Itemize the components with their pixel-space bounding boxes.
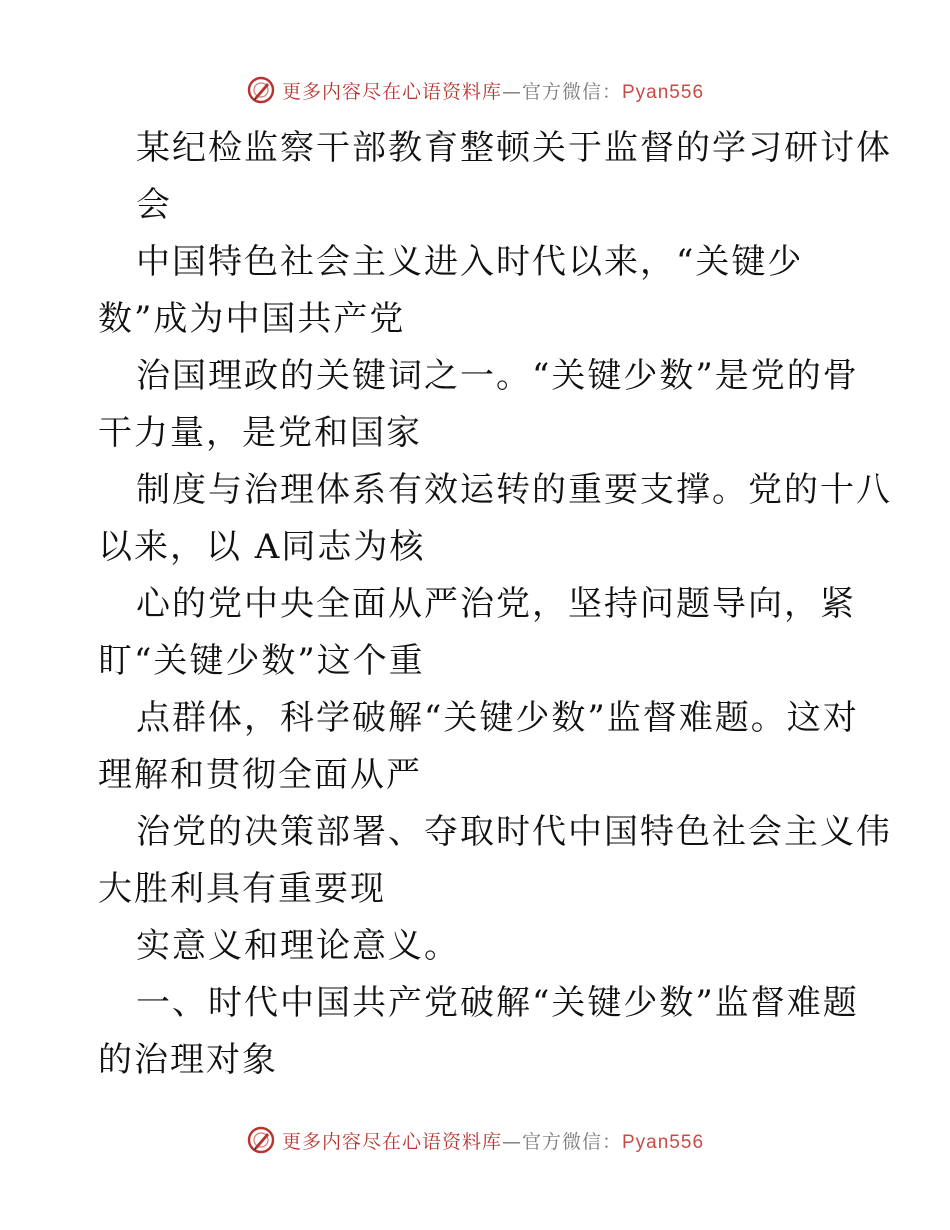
- paragraph-line: 以来，以 A同志为核: [98, 527, 426, 567]
- paragraph-line: 制度与治理体系有效运转的重要支撑。党的十八: [136, 470, 892, 510]
- pen-logo-icon: [246, 75, 276, 105]
- paragraph-line: 中国特色社会主义进入时代以来，“关键少: [136, 242, 804, 282]
- footer-watermark: [0, 1120, 950, 1160]
- watermark-text: [282, 77, 704, 104]
- pen-logo-icon: [246, 1125, 276, 1155]
- paragraph-line: 实意义和理论意义。: [136, 926, 460, 966]
- watermark-separator: —: [501, 80, 522, 103]
- paragraph-line: 理解和贯彻全面从严: [98, 755, 422, 795]
- paragraph-line: 的治理对象: [98, 1040, 278, 1080]
- paragraph-line: 盯“关键少数”这个重: [98, 641, 425, 681]
- paragraph-line: 心的党中央全面从严治党，坚持问题导向，紧: [136, 584, 856, 624]
- paragraph-line: 大胜利具有重要现: [98, 869, 386, 909]
- header-watermark: [0, 70, 950, 110]
- paragraph-line: 一、时代中国共产党破解“关键少数”监督难题: [136, 983, 859, 1023]
- document-body: [98, 120, 892, 1089]
- watermark-id: Pyan556: [622, 1131, 705, 1153]
- paragraph-line: 会: [136, 185, 172, 225]
- paragraph-line: 干力量，是党和国家: [98, 413, 422, 453]
- watermark-account: 官方微信：: [521, 80, 622, 103]
- watermark-slogan: 更多内容尽在心语资料库: [281, 1130, 502, 1153]
- watermark-text: [282, 1127, 704, 1154]
- paragraph-line: 数”成为中国共产党: [98, 299, 406, 339]
- watermark-account: 官方微信：: [521, 1130, 622, 1153]
- document-title-line: 某纪检监察干部教育整顿关于监督的学习研讨体: [136, 128, 892, 168]
- paragraph-line: 点群体，科学破解“关键少数”监督难题。这对: [136, 698, 859, 738]
- watermark-id: Pyan556: [622, 81, 705, 103]
- paragraph-line: 治国理政的关键词之一。“关键少数”是党的骨: [136, 356, 859, 396]
- watermark-separator: —: [501, 1130, 522, 1153]
- watermark-slogan: 更多内容尽在心语资料库: [281, 80, 502, 103]
- paragraph-line: 治党的决策部署、夺取时代中国特色社会主义伟: [136, 812, 892, 852]
